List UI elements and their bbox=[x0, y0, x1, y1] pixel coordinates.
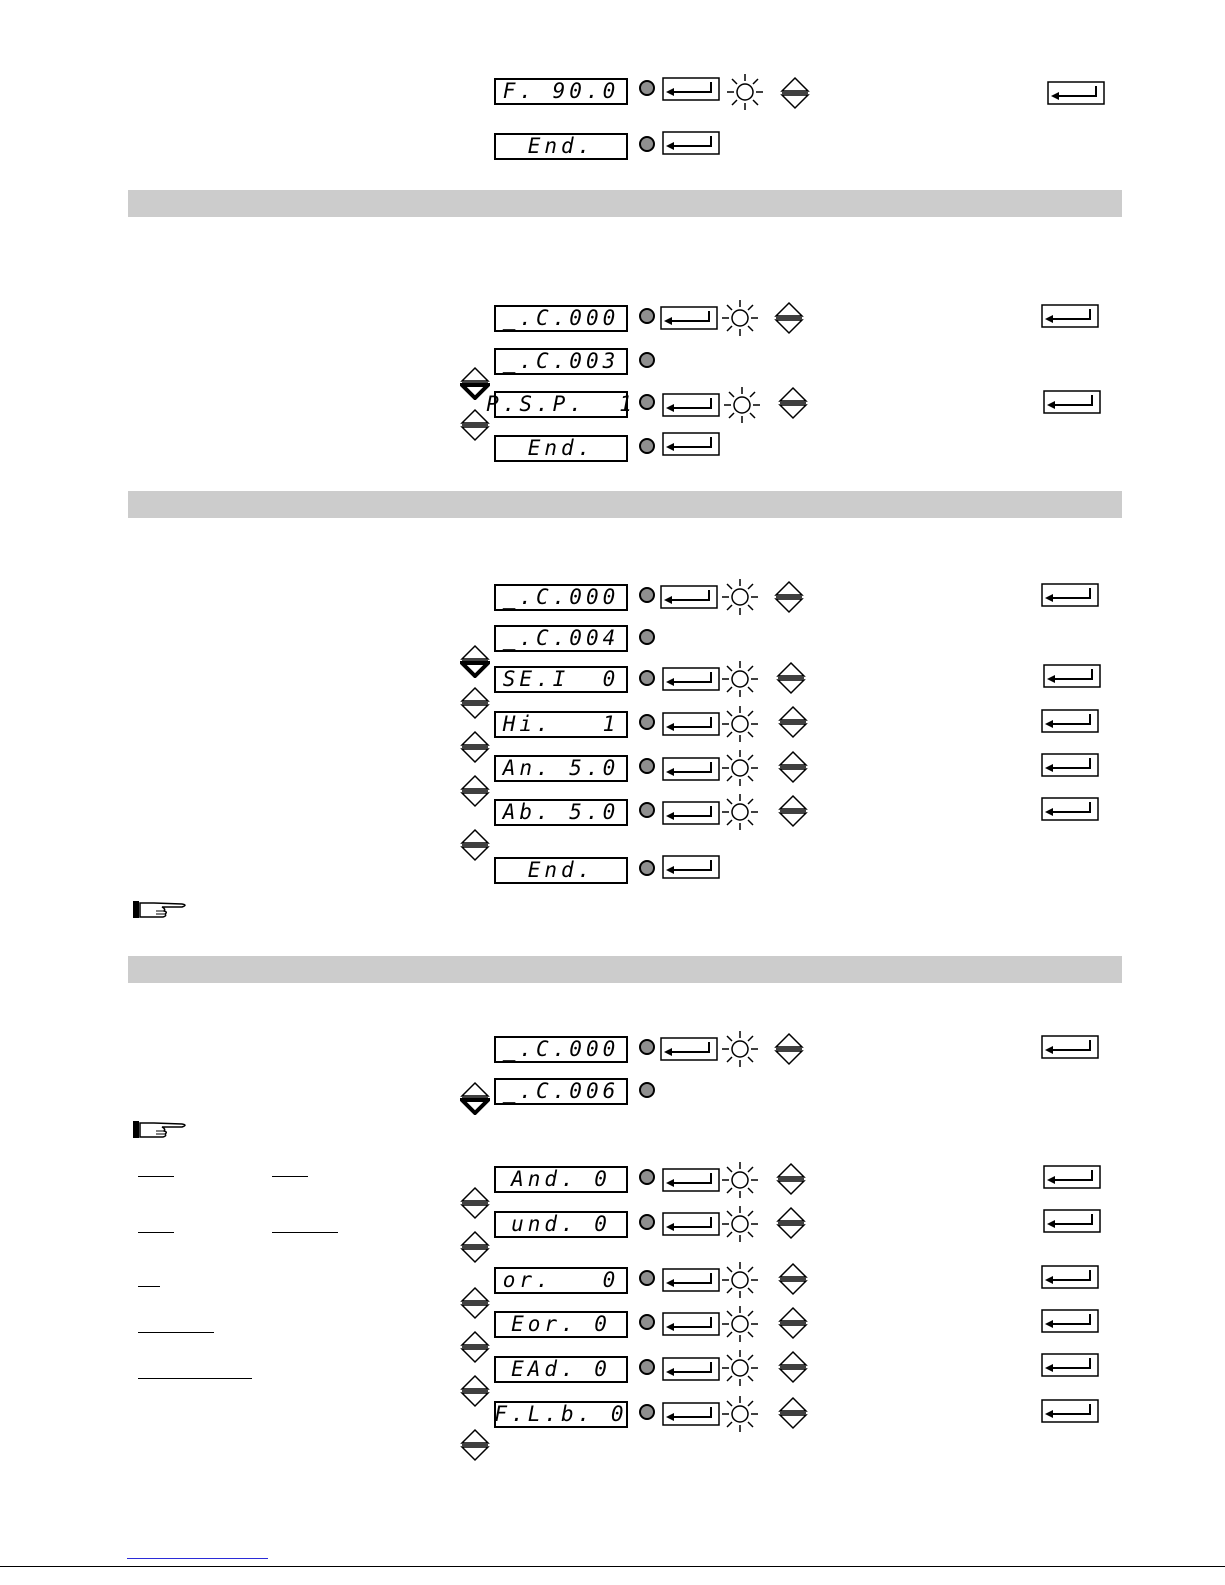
led-indicator-icon bbox=[639, 1169, 655, 1185]
up-down-arrows-icon[interactable] bbox=[774, 580, 804, 614]
enter-key-icon[interactable] bbox=[1041, 1353, 1099, 1377]
up-down-arrows-icon[interactable] bbox=[774, 1032, 804, 1066]
seven-segment-display: An. 5.0 bbox=[494, 755, 628, 782]
enter-key-icon[interactable] bbox=[1041, 709, 1099, 733]
enter-key-icon[interactable] bbox=[662, 77, 720, 101]
section-header-band bbox=[128, 190, 1122, 217]
enter-key-icon[interactable] bbox=[662, 1268, 720, 1292]
led-indicator-icon bbox=[639, 1039, 655, 1055]
led-indicator-icon bbox=[639, 587, 655, 603]
seven-segment-display: End. bbox=[494, 435, 628, 462]
blinking-sun-icon bbox=[722, 385, 762, 425]
led-indicator-icon bbox=[639, 1270, 655, 1286]
led-indicator-icon bbox=[639, 308, 655, 324]
up-down-arrows-icon[interactable] bbox=[778, 1262, 808, 1296]
link-underline bbox=[138, 1176, 174, 1177]
enter-key-icon[interactable] bbox=[1041, 1309, 1099, 1333]
blinking-sun-icon bbox=[720, 1348, 760, 1388]
blinking-sun-icon bbox=[720, 1304, 760, 1344]
enter-key-icon[interactable] bbox=[1043, 1209, 1101, 1233]
led-indicator-icon bbox=[639, 438, 655, 454]
led-indicator-icon bbox=[639, 1214, 655, 1230]
up-down-arrows-icon[interactable] bbox=[776, 1206, 806, 1240]
up-down-arrows-icon[interactable] bbox=[778, 750, 808, 784]
up-down-arrows-icon[interactable] bbox=[460, 644, 490, 678]
led-indicator-icon bbox=[639, 758, 655, 774]
up-down-arrows-icon[interactable] bbox=[776, 661, 806, 695]
led-indicator-icon bbox=[639, 1082, 655, 1098]
up-down-arrows-icon[interactable] bbox=[778, 1306, 808, 1340]
led-indicator-icon bbox=[639, 394, 655, 410]
seven-segment-display: Ab. 5.0 bbox=[494, 799, 628, 826]
seven-segment-display: _.C.000 bbox=[494, 584, 628, 611]
enter-key-icon[interactable] bbox=[662, 757, 720, 781]
enter-key-icon[interactable] bbox=[660, 306, 718, 330]
up-down-arrows-icon[interactable] bbox=[460, 408, 490, 442]
enter-key-icon[interactable] bbox=[662, 801, 720, 825]
link-underline bbox=[138, 1332, 214, 1333]
link-underline bbox=[138, 1378, 252, 1379]
blinking-sun-icon bbox=[725, 72, 765, 112]
enter-key-icon[interactable] bbox=[1041, 583, 1099, 607]
led-indicator-icon bbox=[639, 352, 655, 368]
link-underline bbox=[272, 1232, 338, 1233]
led-indicator-icon bbox=[639, 1359, 655, 1375]
seven-segment-display: Eor. 0 bbox=[494, 1311, 628, 1338]
seven-segment-display: F.L.b. 0 bbox=[494, 1402, 628, 1426]
led-indicator-icon bbox=[639, 860, 655, 876]
enter-key-icon[interactable] bbox=[1043, 664, 1101, 688]
blinking-sun-icon bbox=[720, 1260, 760, 1300]
up-down-arrows-icon[interactable] bbox=[460, 774, 490, 808]
blinking-sun-icon bbox=[720, 577, 760, 617]
blinking-sun-icon bbox=[720, 298, 760, 338]
enter-key-icon[interactable] bbox=[662, 712, 720, 736]
blinking-sun-icon bbox=[720, 659, 760, 699]
up-down-arrows-icon[interactable] bbox=[460, 1081, 490, 1115]
link-underline bbox=[138, 1232, 174, 1233]
enter-key-icon[interactable] bbox=[660, 585, 718, 609]
up-down-arrows-icon[interactable] bbox=[460, 1186, 490, 1220]
led-indicator-icon bbox=[639, 670, 655, 686]
section-header-band bbox=[128, 491, 1122, 518]
up-down-arrows-icon[interactable] bbox=[460, 1230, 490, 1264]
seven-segment-display: End. bbox=[494, 133, 628, 160]
enter-key-icon[interactable] bbox=[662, 1357, 720, 1381]
enter-key-icon[interactable] bbox=[1041, 753, 1099, 777]
up-down-arrows-icon[interactable] bbox=[778, 705, 808, 739]
up-down-arrows-icon[interactable] bbox=[778, 1350, 808, 1384]
enter-key-icon[interactable] bbox=[1041, 1035, 1099, 1059]
up-down-arrows-icon[interactable] bbox=[778, 1396, 808, 1430]
seven-segment-display: or. 0 bbox=[494, 1267, 628, 1294]
up-down-arrows-icon[interactable] bbox=[774, 301, 804, 335]
seven-segment-display: SE.I 0 bbox=[494, 666, 628, 693]
enter-key-icon[interactable] bbox=[662, 1168, 720, 1192]
enter-key-icon[interactable] bbox=[660, 1037, 718, 1061]
footer-rule bbox=[0, 1566, 1225, 1567]
led-indicator-icon bbox=[639, 80, 655, 96]
seven-segment-display: And. 0 bbox=[494, 1166, 628, 1193]
up-down-arrows-icon[interactable] bbox=[460, 1428, 490, 1462]
blinking-sun-icon bbox=[720, 1160, 760, 1200]
up-down-arrows-icon[interactable] bbox=[778, 386, 808, 420]
enter-key-icon[interactable] bbox=[662, 432, 720, 456]
seven-segment-display: _.C.000 bbox=[494, 305, 628, 332]
up-down-arrows-icon[interactable] bbox=[460, 730, 490, 764]
enter-key-icon[interactable] bbox=[662, 1312, 720, 1336]
seven-segment-display: _.C.006 bbox=[494, 1078, 628, 1105]
blinking-sun-icon bbox=[720, 704, 760, 744]
up-down-arrows-icon[interactable] bbox=[460, 686, 490, 720]
enter-key-icon[interactable] bbox=[1043, 390, 1101, 414]
up-down-arrows-icon[interactable] bbox=[460, 1330, 490, 1364]
enter-key-icon[interactable] bbox=[662, 1402, 720, 1426]
enter-key-icon[interactable] bbox=[1043, 1165, 1101, 1189]
link-underline bbox=[138, 1286, 160, 1287]
seven-segment-display: Hi. 1 bbox=[494, 711, 628, 738]
enter-key-icon[interactable] bbox=[662, 855, 720, 879]
led-indicator-icon bbox=[639, 1404, 655, 1420]
blinking-sun-icon bbox=[720, 1029, 760, 1069]
enter-key-icon[interactable] bbox=[1041, 797, 1099, 821]
seven-segment-display: P.S.P. 1 bbox=[486, 392, 636, 416]
enter-key-icon[interactable] bbox=[662, 667, 720, 691]
blinking-sun-icon bbox=[720, 1394, 760, 1434]
up-down-arrows-icon[interactable] bbox=[460, 1286, 490, 1320]
led-indicator-icon bbox=[639, 136, 655, 152]
led-indicator-icon bbox=[639, 802, 655, 818]
blinking-sun-icon bbox=[720, 792, 760, 832]
blinking-sun-icon bbox=[720, 748, 760, 788]
seven-segment-display: _.C.004 bbox=[494, 625, 628, 652]
enter-key-icon[interactable] bbox=[1047, 81, 1105, 105]
enter-key-icon[interactable] bbox=[1041, 1399, 1099, 1423]
up-down-arrows-icon[interactable] bbox=[460, 1374, 490, 1408]
enter-key-icon[interactable] bbox=[662, 1212, 720, 1236]
seven-segment-display: _.C.003 bbox=[494, 348, 628, 375]
led-indicator-icon bbox=[639, 714, 655, 730]
enter-key-icon[interactable] bbox=[1041, 304, 1099, 328]
enter-key-icon[interactable] bbox=[662, 131, 720, 155]
blinking-sun-icon bbox=[720, 1204, 760, 1244]
up-down-arrows-icon[interactable] bbox=[776, 1162, 806, 1196]
enter-key-icon[interactable] bbox=[662, 393, 720, 417]
section-header-band bbox=[128, 956, 1122, 983]
seven-segment-display: EAd. 0 bbox=[494, 1356, 628, 1383]
link-underline bbox=[272, 1176, 308, 1177]
enter-key-icon[interactable] bbox=[1041, 1265, 1099, 1289]
pointing-hand-icon bbox=[132, 898, 190, 922]
footer-link-underline bbox=[127, 1558, 268, 1559]
seven-segment-display: F. 90.0 bbox=[494, 78, 628, 105]
up-down-arrows-icon[interactable] bbox=[778, 794, 808, 828]
seven-segment-display: _.C.000 bbox=[494, 1036, 628, 1063]
pointing-hand-icon bbox=[132, 1118, 190, 1142]
led-indicator-icon bbox=[639, 629, 655, 645]
led-indicator-icon bbox=[639, 1314, 655, 1330]
up-down-arrows-icon[interactable] bbox=[780, 76, 810, 110]
seven-segment-display: End. bbox=[494, 857, 628, 884]
up-down-arrows-icon[interactable] bbox=[460, 828, 490, 862]
seven-segment-display: und. 0 bbox=[494, 1211, 628, 1238]
